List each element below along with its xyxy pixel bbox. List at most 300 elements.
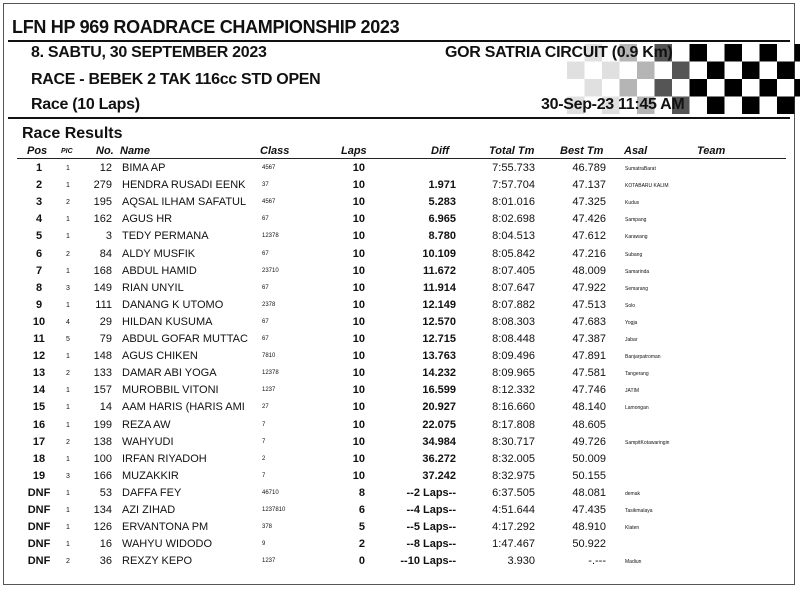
flag-square: [725, 79, 743, 97]
class-cell: 9: [262, 541, 266, 548]
origin-cell: Samarinda: [625, 268, 650, 275]
class-cell: 378: [262, 524, 273, 531]
position-cell: 11: [33, 333, 45, 345]
rider-name-cell: DANANG K UTOMO: [122, 298, 224, 311]
col-header-pic: PIC: [61, 148, 73, 155]
laps-cell: 5: [358, 521, 365, 534]
rider-name-cell: REXZY KEPO: [122, 555, 193, 568]
laps-cell: 10: [352, 452, 365, 465]
rider-name-cell: MUZAKKIR: [122, 469, 179, 482]
flag-square: [760, 79, 778, 97]
rider-number-cell: 157: [93, 384, 112, 397]
table-row: [0, 194, 800, 211]
table-row: [0, 263, 800, 280]
race-class-title: RACE - BEBEK 2 TAK 116cc STD OPEN: [31, 71, 321, 88]
rider-number-cell: 148: [93, 350, 112, 363]
best-time-cell: 47.513: [572, 298, 606, 311]
position-cell: 4: [35, 213, 43, 226]
rider-name-cell: REZA AW: [122, 418, 171, 431]
laps-cell: 10: [352, 435, 365, 448]
table-row: [0, 502, 800, 519]
laps-cell: 10: [352, 401, 365, 414]
class-cell: 23710: [262, 267, 279, 274]
table-row: [0, 451, 800, 468]
total-time-cell: 8:08.448: [492, 333, 535, 345]
pic-cell: 1: [66, 233, 70, 241]
championship-title: LFN HP 969 ROADRACE CHAMPIONSHIP 2023: [12, 17, 400, 37]
rider-number-cell: 162: [93, 213, 112, 226]
pic-cell: 2: [66, 370, 70, 378]
best-time-cell: 50.009: [572, 452, 606, 465]
diff-cell: 11.672: [422, 264, 456, 277]
diff-cell: 20.927: [422, 401, 456, 414]
origin-cell: KOTABARU KALIM: [625, 183, 669, 190]
origin-cell: Lamongan: [625, 405, 649, 412]
total-time-cell: 4:51.644: [492, 504, 535, 516]
rider-number-cell: 133: [93, 367, 112, 380]
total-time-cell: 7:57.704: [492, 179, 535, 192]
col-header-name: Name: [120, 145, 150, 157]
origin-cell: SampitKotawaringin: [625, 439, 670, 446]
rider-name-cell: RIAN UNYIL: [122, 281, 184, 294]
class-cell: 7: [262, 438, 266, 445]
laps-cell: 10: [352, 281, 365, 294]
rider-name-cell: ERVANTONA PM: [122, 521, 209, 534]
rider-number-cell: 53: [99, 486, 112, 499]
rider-number-cell: 126: [93, 521, 112, 534]
rider-name-cell: ABDUL HAMID: [122, 264, 197, 277]
table-row: [0, 434, 800, 451]
best-time-cell: 48.140: [572, 401, 606, 414]
diff-cell: 11.914: [422, 281, 456, 294]
flag-square: [620, 79, 638, 97]
rider-name-cell: BIMA AP: [122, 162, 166, 174]
rider-name-cell: DAFFA FEY: [122, 486, 182, 499]
origin-cell: demak: [625, 490, 641, 497]
diff-cell: --4 Laps--: [406, 504, 456, 516]
total-time-cell: 8:16.660: [492, 401, 535, 414]
table-row: [0, 417, 800, 434]
column-divider: [17, 158, 786, 159]
laps-cell: 10: [352, 418, 365, 431]
laps-cell: 10: [352, 264, 365, 277]
position-cell: DNF: [27, 521, 51, 534]
origin-cell: Jabar: [625, 337, 638, 343]
origin-cell: Madiun: [625, 559, 642, 566]
best-time-cell: 47.683: [572, 315, 606, 328]
pic-cell: 4: [66, 318, 70, 326]
class-cell: 67: [262, 250, 269, 257]
diff-cell: 6.965: [428, 213, 456, 226]
diff-cell: 36.272: [422, 452, 456, 465]
rider-number-cell: 149: [93, 281, 112, 294]
flag-square: [777, 62, 795, 80]
best-time-cell: 47.216: [572, 247, 606, 260]
col-header-class: Class: [260, 145, 290, 157]
origin-cell: Tasikmalaya: [625, 508, 653, 514]
pic-cell: 1: [66, 524, 70, 532]
position-cell: 8: [35, 281, 43, 294]
position-cell: 10: [32, 315, 46, 328]
pic-cell: 3: [66, 284, 70, 292]
total-time-cell: 8:07.647: [492, 281, 535, 294]
flag-square: [760, 44, 778, 62]
total-time-cell: 8:32.005: [492, 452, 535, 465]
diff-cell: --8 Laps--: [406, 538, 456, 551]
pic-cell: 1: [66, 541, 70, 549]
pic-cell: 1: [66, 165, 70, 172]
pic-cell: 1: [66, 404, 70, 412]
table-row: [0, 314, 800, 331]
origin-cell: Yogja: [625, 319, 638, 326]
laps-cell: 10: [352, 384, 365, 397]
diff-cell: 14.232: [422, 367, 456, 380]
flag-square: [567, 62, 585, 80]
pic-cell: 1: [66, 301, 70, 309]
position-cell: 5: [35, 230, 43, 243]
diff-cell: --10 Laps--: [400, 555, 456, 568]
best-time-cell: 50.155: [572, 469, 606, 482]
class-cell: 1237: [262, 558, 276, 565]
position-cell: 16: [32, 418, 46, 431]
col-header-asal: Asal: [624, 145, 648, 157]
diff-cell: 12.570: [422, 315, 456, 328]
col-header-pos: Pos: [27, 145, 48, 157]
class-cell: 12378: [262, 233, 279, 240]
best-time-cell: 47.435: [572, 504, 606, 516]
total-time-cell: 3.930: [507, 555, 535, 568]
total-time-cell: 8:01.016: [492, 196, 535, 209]
laps-cell: 10: [352, 333, 365, 345]
table-row: [0, 348, 800, 365]
position-cell: 7: [35, 264, 43, 277]
total-time-cell: 7:55.733: [492, 162, 535, 174]
col-header-laps: Laps: [341, 145, 367, 157]
diff-cell: 13.763: [422, 350, 456, 363]
position-cell: 12: [32, 350, 46, 363]
origin-cell: Klaten: [625, 525, 640, 532]
rider-number-cell: 79: [99, 333, 112, 345]
total-time-cell: 8:07.882: [492, 298, 535, 311]
rider-name-cell: AZI ZIHAD: [122, 504, 176, 516]
class-cell: 2378: [262, 301, 276, 308]
best-time-cell: 48.910: [572, 521, 606, 534]
class-cell: 2: [262, 455, 266, 462]
class-cell: 4567: [262, 199, 276, 206]
origin-cell: Subang: [625, 251, 643, 258]
best-time-cell: 47.891: [572, 350, 606, 363]
table-row: [0, 280, 800, 297]
origin-cell: JATIM: [625, 388, 640, 395]
position-cell: DNF: [27, 504, 51, 516]
rider-number-cell: 12: [99, 162, 112, 174]
table-row: [0, 382, 800, 399]
rider-name-cell: AGUS CHIKEN: [122, 350, 198, 363]
class-cell: 7: [262, 421, 266, 428]
rider-number-cell: 29: [99, 315, 112, 328]
pic-cell: 5: [66, 336, 70, 343]
rider-number-cell: 3: [105, 230, 112, 243]
best-time-cell: 47.325: [572, 196, 606, 209]
position-cell: 14: [32, 384, 46, 397]
best-time-cell: 47.581: [572, 367, 606, 380]
flag-square: [585, 79, 603, 97]
pic-cell: 2: [66, 250, 70, 258]
best-time-cell: 48.605: [572, 418, 606, 431]
flag-square: [742, 97, 760, 115]
table-row: [0, 160, 800, 177]
rider-number-cell: 16: [99, 538, 112, 551]
class-cell: 67: [262, 216, 269, 223]
rider-number-cell: 195: [93, 196, 112, 209]
table-row: [0, 177, 800, 194]
class-cell: 37: [262, 182, 269, 189]
table-row: [0, 399, 800, 416]
best-time-cell: 48.081: [572, 486, 606, 499]
diff-cell: 37.242: [422, 469, 456, 482]
position-cell: DNF: [27, 486, 51, 499]
rider-name-cell: WAHYU WIDODO: [122, 538, 213, 551]
table-row: [0, 485, 800, 502]
laps-cell: 10: [352, 213, 365, 226]
total-time-cell: 8:32.975: [492, 469, 535, 482]
class-cell: 12378: [262, 370, 279, 377]
rider-name-cell: HENDRA RUSADI EENK: [122, 179, 246, 192]
origin-cell: Karawang: [625, 234, 648, 241]
col-header-best: Best Tm: [560, 145, 604, 157]
class-cell: 4567: [262, 165, 276, 171]
position-cell: 18: [32, 452, 46, 465]
rider-name-cell: TEDY PERMANA: [122, 230, 209, 243]
rider-number-cell: 199: [93, 418, 112, 431]
laps-cell: 10: [352, 179, 365, 192]
flag-square: [795, 44, 800, 62]
pic-cell: 1: [66, 489, 70, 497]
col-header-diff: Diff: [431, 145, 450, 157]
laps-cell: 0: [358, 555, 365, 568]
diff-cell: 12.149: [422, 298, 456, 311]
rider-name-cell: AGUS HR: [122, 213, 173, 226]
laps-cell: 2: [358, 538, 365, 551]
class-cell: 67: [262, 318, 269, 325]
pic-cell: 1: [66, 182, 70, 190]
session-name: Race (10 Laps): [31, 96, 140, 113]
best-time-cell: 47.922: [572, 281, 606, 294]
pic-cell: 2: [66, 438, 70, 446]
table-row: [0, 553, 800, 570]
best-time-cell: 47.746: [572, 384, 606, 397]
rider-number-cell: 138: [93, 435, 112, 448]
total-time-cell: 6:37.505: [492, 486, 535, 499]
class-cell: 1237810: [262, 507, 286, 513]
rider-name-cell: AQSAL ILHAM SAFATUL: [122, 196, 247, 209]
diff-cell: 8.780: [428, 230, 456, 243]
rider-number-cell: 168: [93, 264, 112, 277]
position-cell: DNF: [27, 555, 51, 568]
diff-cell: 1.971: [428, 179, 456, 192]
diff-cell: --2 Laps--: [406, 486, 456, 499]
laps-cell: 10: [352, 367, 365, 380]
col-header-total: Total Tm: [489, 145, 535, 157]
table-row: [0, 228, 800, 245]
rider-number-cell: 84: [99, 247, 112, 260]
pic-cell: 1: [66, 267, 70, 275]
diff-cell: 12.715: [422, 333, 456, 345]
table-row: [0, 211, 800, 228]
diff-cell: 10.109: [422, 247, 456, 260]
laps-cell: 8: [358, 486, 365, 499]
flag-square: [777, 97, 795, 115]
flag-square: [690, 79, 708, 97]
total-time-cell: 8:07.405: [492, 264, 535, 277]
rider-number-cell: 14: [99, 401, 112, 414]
table-row: [0, 365, 800, 382]
rider-name-cell: ALDY MUSFIK: [122, 247, 196, 260]
laps-cell: 10: [352, 230, 365, 243]
flag-square: [707, 62, 725, 80]
flag-square: [690, 44, 708, 62]
position-cell: 6: [35, 247, 43, 260]
rider-name-cell: WAHYUDI: [122, 435, 174, 448]
pic-cell: 2: [66, 558, 70, 566]
header-divider: [8, 40, 790, 42]
table-row: [0, 536, 800, 553]
origin-cell: SumatraBarat: [625, 166, 656, 172]
class-cell: 67: [262, 284, 269, 291]
class-cell: 46710: [262, 489, 279, 496]
laps-cell: 10: [352, 247, 365, 260]
laps-cell: 10: [352, 196, 365, 209]
rider-number-cell: 279: [93, 179, 112, 192]
total-time-cell: 8:09.965: [492, 367, 535, 380]
best-time-cell: 49.726: [572, 435, 606, 448]
laps-cell: 10: [352, 162, 365, 174]
laps-cell: 10: [352, 298, 365, 311]
total-time-cell: 8:17.808: [492, 418, 535, 431]
class-cell: 7810: [262, 353, 276, 360]
table-row: [0, 297, 800, 314]
best-time-cell: -.---: [588, 555, 606, 568]
diff-cell: 22.075: [422, 418, 456, 431]
rider-name-cell: AAM HARIS (HARIS AMI: [122, 401, 245, 414]
flag-square: [672, 62, 690, 80]
event-date: 8. SABTU, 30 SEPTEMBER 2023: [31, 44, 267, 61]
rider-number-cell: 100: [93, 452, 112, 465]
flag-square: [725, 44, 743, 62]
diff-cell: 34.984: [422, 435, 456, 448]
flag-square: [602, 62, 620, 80]
rider-number-cell: 36: [99, 555, 112, 568]
laps-cell: 10: [352, 350, 365, 363]
diff-cell: 16.599: [422, 384, 456, 397]
position-cell: 19: [32, 469, 46, 482]
origin-cell: Kudus: [625, 200, 640, 207]
best-time-cell: 50.922: [572, 538, 606, 551]
total-time-cell: 8:12.332: [492, 384, 535, 397]
pic-cell: 1: [66, 421, 70, 429]
best-time-cell: 46.789: [572, 162, 606, 174]
race-datetime: 30-Sep-23 11:45 AM: [541, 96, 685, 113]
table-row: [0, 519, 800, 536]
table-row: [0, 331, 800, 348]
flag-square: [637, 62, 655, 80]
pic-cell: 1: [66, 216, 70, 224]
rider-name-cell: MUROBBIL VITONI: [122, 384, 219, 397]
position-cell: 13: [32, 367, 46, 380]
total-time-cell: 8:08.303: [492, 315, 535, 328]
col-header-team: Team: [697, 145, 726, 157]
laps-cell: 6: [358, 504, 365, 516]
rider-number-cell: 134: [93, 504, 112, 516]
subheader-divider: [8, 117, 790, 119]
pic-cell: 3: [66, 472, 70, 480]
origin-cell: Banjarpatroman: [625, 354, 661, 361]
flag-square: [795, 79, 800, 97]
section-title: Race Results: [22, 125, 123, 142]
position-cell: 2: [35, 179, 43, 192]
pic-cell: 1: [66, 353, 70, 361]
rider-name-cell: ABDUL GOFAR MUTTAC: [122, 333, 248, 345]
origin-cell: Sampang: [625, 217, 647, 224]
total-time-cell: 4:17.292: [492, 521, 535, 534]
pic-cell: 2: [66, 199, 70, 207]
position-cell: 17: [32, 435, 46, 448]
origin-cell: Tangerang: [625, 371, 649, 378]
laps-cell: 10: [352, 469, 365, 482]
flag-square: [742, 62, 760, 80]
pic-cell: 1: [66, 387, 70, 395]
rider-name-cell: IRFAN RIYADOH: [122, 452, 207, 465]
position-cell: DNF: [27, 538, 51, 551]
total-time-cell: 8:30.717: [492, 435, 535, 448]
total-time-cell: 8:02.698: [492, 213, 535, 226]
total-time-cell: 1:47.467: [492, 538, 535, 551]
rider-name-cell: HILDAN KUSUMA: [122, 315, 213, 328]
class-cell: 7: [262, 472, 266, 479]
diff-cell: 5.283: [428, 196, 456, 209]
flag-square: [655, 79, 673, 97]
total-time-cell: 8:04.513: [492, 230, 535, 243]
flag-square: [707, 97, 725, 115]
best-time-cell: 47.612: [572, 230, 606, 243]
best-time-cell: 48.009: [572, 264, 606, 277]
position-cell: 15: [32, 401, 46, 414]
class-cell: 27: [262, 404, 269, 411]
rider-number-cell: 111: [95, 298, 112, 311]
col-header-no: No.: [96, 145, 114, 157]
position-cell: 9: [35, 298, 43, 311]
rider-number-cell: 166: [93, 469, 112, 482]
total-time-cell: 8:09.496: [492, 350, 535, 363]
table-row: [0, 246, 800, 263]
table-row: [0, 468, 800, 485]
best-time-cell: 47.426: [572, 213, 606, 226]
origin-cell: Semarang: [625, 285, 649, 292]
origin-cell: Solo: [625, 302, 636, 309]
class-cell: 67: [262, 336, 269, 342]
best-time-cell: 47.137: [572, 179, 606, 192]
position-cell: 1: [35, 162, 43, 174]
position-cell: 3: [35, 196, 43, 209]
class-cell: 1237: [262, 387, 276, 394]
pic-cell: 1: [66, 455, 70, 463]
best-time-cell: 47.387: [572, 333, 606, 345]
laps-cell: 10: [352, 315, 365, 328]
diff-cell: --5 Laps--: [406, 521, 456, 534]
total-time-cell: 8:05.842: [492, 247, 535, 260]
circuit-name: GOR SATRIA CIRCUIT (0.9 Km): [445, 44, 673, 61]
pic-cell: 1: [66, 507, 70, 514]
